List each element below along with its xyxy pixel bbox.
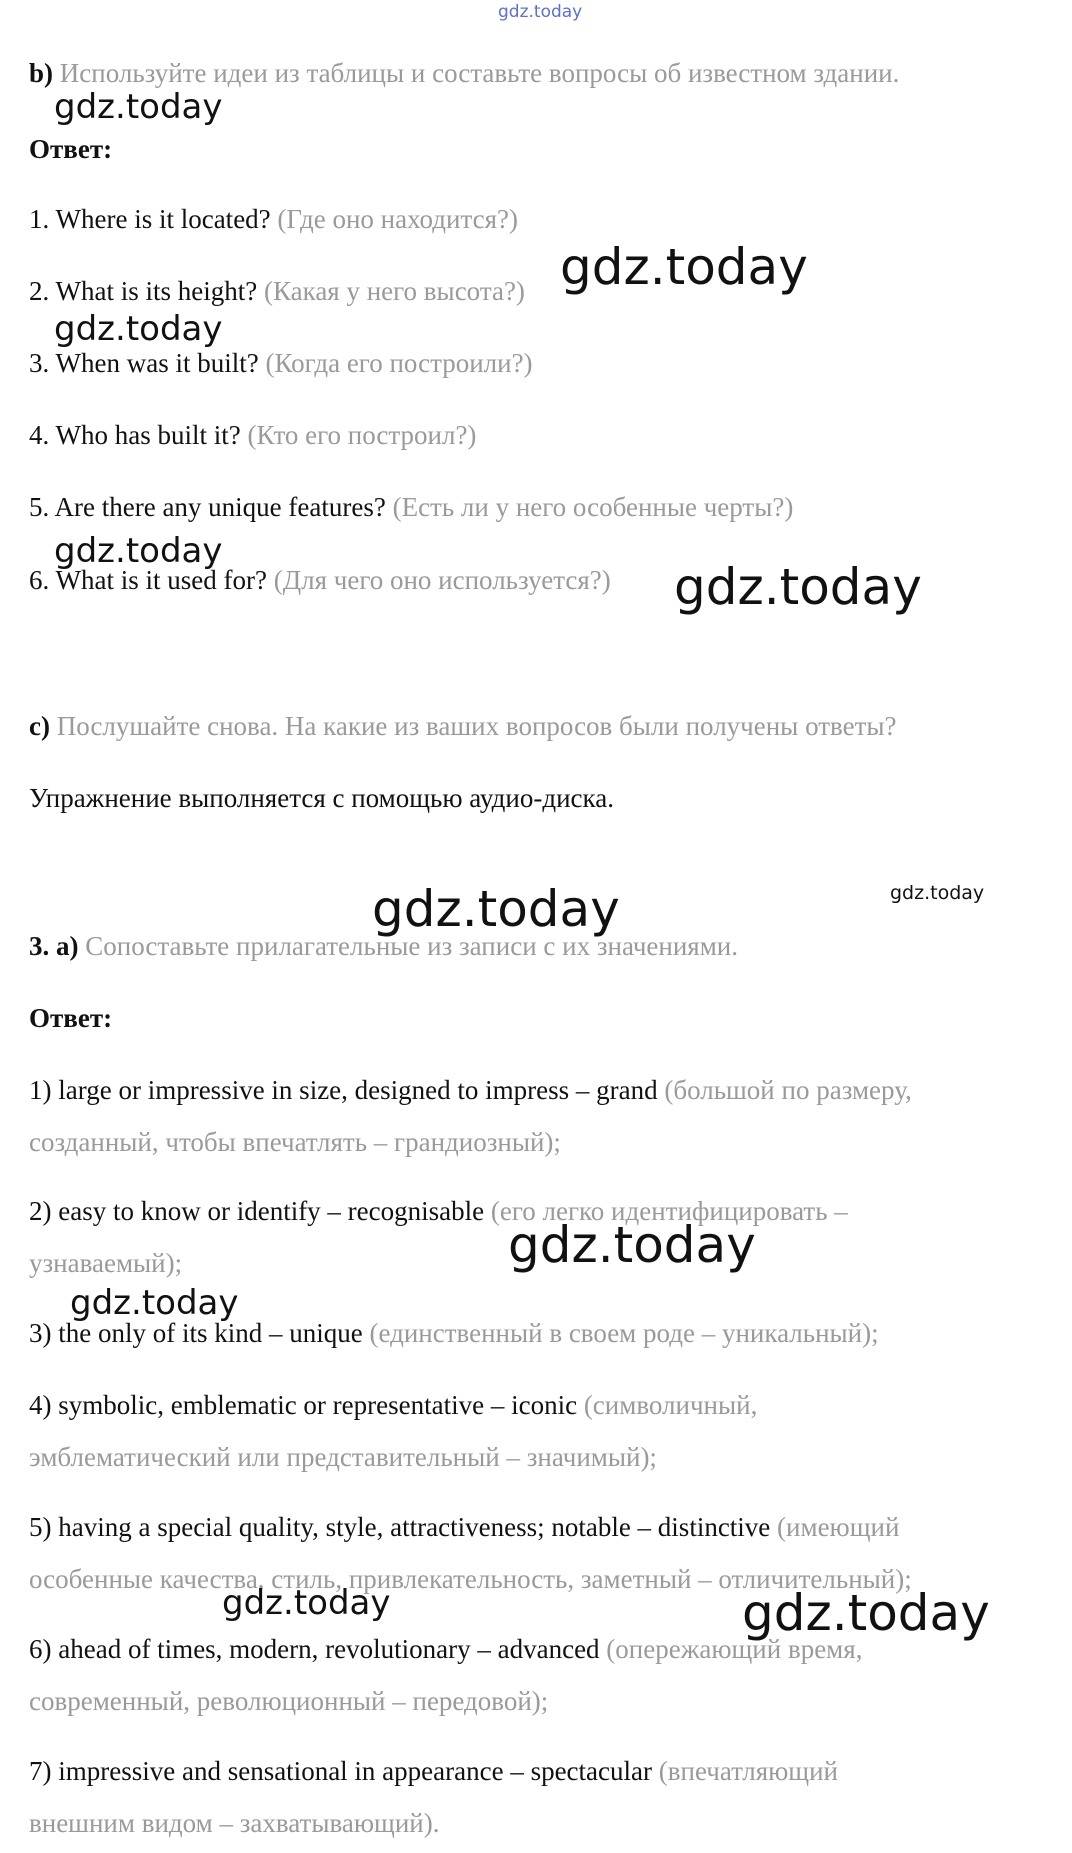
adjective-5-ru-part-2: особенные качества, стиль, привлекательность, заметный – отличительный);: [29, 1564, 912, 1594]
question-6-en: 6. What is it used for?: [29, 565, 267, 595]
adjective-4-line-1: [29, 1388, 757, 1422]
question-2-ru: (Какая у него высота?): [263, 276, 525, 306]
adjective-5-line-1: [29, 1510, 899, 1544]
adjective-1-ru-part-2: созданный, чтобы впечатлять – грандиозный);: [29, 1127, 561, 1157]
adjective-4-ru-part-2: эмблематический или представительный – значимый);: [29, 1442, 657, 1472]
adjective-2-ru-part-1: (его легко идентифицировать –: [490, 1196, 848, 1226]
adjective-7-en: 7) impressive and sensational in appearance – spectacular: [29, 1756, 652, 1786]
adjective-4-ru-part-1: (символичный,: [583, 1390, 758, 1420]
adjective-1-line-1: [29, 1073, 912, 1107]
adjective-7-ru-part-2: внешним видом – захватывающий).: [29, 1808, 440, 1838]
question-2-en: 2. What is its height?: [29, 276, 258, 306]
question-1-en: 1. Where is it located?: [29, 204, 271, 234]
adjective-5-ru-part-1: (имеющий: [777, 1512, 900, 1542]
watermark-top: gdz.today: [498, 2, 583, 22]
adjective-1-ru-part-1: (большой по размеру,: [664, 1075, 912, 1105]
watermark: gdz.today: [890, 882, 985, 904]
section-3a-label: 3. a): [29, 931, 79, 961]
section-b-task-line: [29, 56, 899, 90]
section-b-label: b): [29, 58, 54, 88]
adjective-2-ru-part-2: узнаваемый);: [29, 1248, 183, 1278]
watermark: gdz.today: [508, 1216, 756, 1274]
watermark: gdz.today: [742, 1584, 990, 1642]
section-c-note: Упражнение выполняется с помощью аудио-диска.: [29, 783, 614, 813]
question-6-ru: (Для чего оно используется?): [273, 565, 611, 595]
question-3: [29, 346, 533, 380]
adjective-6-ru-part-2: современный, революционный – передовой);: [29, 1686, 549, 1716]
adjective-2-en: 2) easy to know or identify – recognisable: [29, 1196, 485, 1226]
question-5-en: 5. Are there any unique features?: [29, 492, 386, 522]
question-5-ru: (Есть ли у него особенные черты?): [392, 492, 794, 522]
watermark: gdz.today: [372, 880, 620, 938]
watermark: gdz.today: [54, 309, 223, 349]
watermark: gdz.today: [674, 558, 922, 616]
question-5: [29, 490, 793, 524]
adjective-5-en: 5) having a special quality, style, attractiveness; notable – distinctive: [29, 1512, 771, 1542]
question-3-en: 3. When was it built?: [29, 348, 259, 378]
question-4-en: 4. Who has built it?: [29, 420, 241, 450]
watermark: gdz.today: [222, 1583, 391, 1623]
section-3a-answer-label: Ответ:: [29, 1003, 113, 1033]
adjective-3-en: 3) the only of its kind – unique: [29, 1318, 363, 1348]
adjective-6-ru-part-1: (опережающий время,: [606, 1634, 863, 1664]
section-c-task: Послушайте снова. На какие из ваших вопросов были получены ответы?: [56, 711, 897, 741]
question-1-ru: (Где оно находится?): [277, 204, 518, 234]
adjective-1-en: 1) large or impressive in size, designed to impress – grand: [29, 1075, 658, 1105]
section-c-task-line: [29, 709, 897, 743]
adjective-4-en: 4) symbolic, emblematic or representative – iconic: [29, 1390, 578, 1420]
watermark: gdz.today: [54, 87, 223, 127]
adjective-6-line-1: [29, 1632, 862, 1666]
question-2: [29, 274, 525, 308]
watermark: gdz.today: [54, 531, 223, 571]
adjective-7-line-1: [29, 1754, 838, 1788]
question-4: [29, 418, 476, 452]
section-c-label: c): [29, 711, 50, 741]
question-4-ru: (Кто его построил?): [247, 420, 477, 450]
adjective-6-en: 6) ahead of times, modern, revolutionary – advanced: [29, 1634, 600, 1664]
adjective-3-ru-part-1: (единственный в своем роде – уникальный);: [369, 1318, 879, 1348]
question-1: [29, 202, 518, 236]
watermark: gdz.today: [560, 238, 808, 296]
watermark: gdz.today: [70, 1283, 239, 1323]
adjective-7-ru-part-1: (впечатляющий: [658, 1756, 838, 1786]
section-b-answer-label: Ответ:: [29, 134, 113, 164]
section-3a-task: Сопоставьте прилагательные из записи с их значениями.: [85, 931, 739, 961]
section-b-task: Используйте идеи из таблицы и составьте вопросы об известном здании.: [59, 58, 900, 88]
question-3-ru: (Когда его построили?): [265, 348, 533, 378]
